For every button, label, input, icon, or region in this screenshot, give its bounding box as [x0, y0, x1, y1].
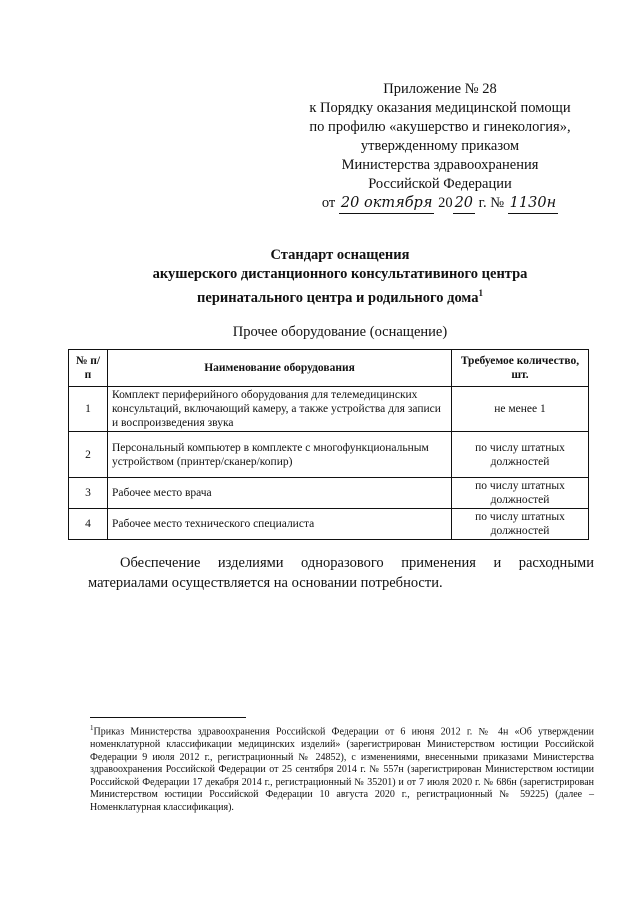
footnote-divider — [90, 717, 246, 718]
appendix-line-procedure: к Порядку оказания медицинской помощи — [309, 100, 571, 116]
row-number: 1 — [69, 387, 108, 432]
section-subtitle: Прочее оборудование (оснащение) — [232, 324, 448, 340]
footnote-text: Приказ Министерства здравоохранения Российской Федерации от 6 июня 2012 г. № 4н «Об утверждении номенклатурной классификации медицинских изделий» (зарегистрирован Министерством юстиции Российской Федерации 9 июля 2012 г., регистрационный № 24852), с изменениями, внесенными приказами Министерства здравоохранения Российской Федерации от 25 сентября 2014 г. № 557н (зарегистрирован Министерством юстиции Российской Федерации 17 декабря 2014 г., регистрационный № 35201) и от 7 июля 2020 г. № 686н (зарегистрирован Министерством юстиции Российской Федерации 10 августа 2020 г., регистрационный № 59225) (далее – Номенклатурная классификация). — [90, 726, 594, 813]
row-number: 2 — [69, 432, 108, 478]
table-row — [69, 387, 589, 432]
title-footnote-mark: 1 — [478, 288, 483, 298]
header-equipment-name: Наименование оборудования — [108, 350, 452, 387]
year-prefix: 20 — [438, 195, 453, 211]
paragraph-line-2: материалами осуществляется на основании потребности. — [88, 575, 443, 591]
row-equipment-name: Персональный компьютер в комплекте с многофункциональным устройством (принтер/сканер/копир) — [108, 432, 452, 478]
order-number-label: г. № — [478, 195, 505, 211]
handwritten-year: 20 — [453, 194, 475, 214]
row-quantity: по числу штатных должностей — [452, 478, 589, 509]
header-quantity: Требуемое количество, шт. — [452, 350, 589, 387]
footnote — [90, 722, 594, 814]
supply-paragraph — [88, 553, 594, 593]
row-quantity: по числу штатных должностей — [452, 509, 589, 540]
row-equipment-name: Рабочее место врача — [108, 478, 452, 509]
appendix-line-federation: Российской Федерации — [368, 176, 512, 192]
document-title — [60, 246, 620, 308]
appendix-line-profile: по профилю «акушерство и гинекология», — [309, 119, 571, 135]
row-number: 4 — [69, 509, 108, 540]
date-prefix: от — [321, 195, 336, 211]
row-equipment-name: Рабочее место технического специалиста — [108, 509, 452, 540]
header-number: № п/п — [69, 350, 108, 387]
table-row — [69, 509, 589, 540]
row-quantity: не менее 1 — [452, 387, 589, 432]
title-line-3 — [60, 284, 620, 308]
handwritten-order-number: 1130н — [508, 194, 558, 214]
table-row — [69, 432, 589, 478]
row-equipment-name: Комплект периферийного оборудования для телемедицинских консультаций, включающий камеру, а также устройства для записи и воспроизведения звука — [108, 387, 452, 432]
appendix-date-line — [290, 194, 590, 214]
row-number: 3 — [69, 478, 108, 509]
paragraph-line-1: Обеспечение изделиями одноразового применения и расходными — [120, 555, 594, 571]
title-line-3-text: перинатального центра и родильного дома — [197, 289, 479, 306]
appendix-header — [290, 80, 590, 214]
appendix-line-ministry: Министерства здравоохранения — [341, 157, 539, 173]
equipment-table — [68, 349, 589, 540]
appendix-number: Приложение № 28 — [383, 81, 497, 97]
table-row — [69, 478, 589, 509]
title-line-2: акушерского дистанционного консультативиного центра — [152, 266, 528, 282]
handwritten-date: 20 октября — [339, 194, 435, 214]
table-header-row — [69, 350, 589, 387]
appendix-line-approved: утвержденному приказом — [360, 138, 520, 154]
row-quantity: по числу штатных должностей — [452, 432, 589, 478]
title-line-1: Стандарт оснащения — [270, 247, 410, 263]
footnote-mark: 1 — [90, 724, 94, 732]
